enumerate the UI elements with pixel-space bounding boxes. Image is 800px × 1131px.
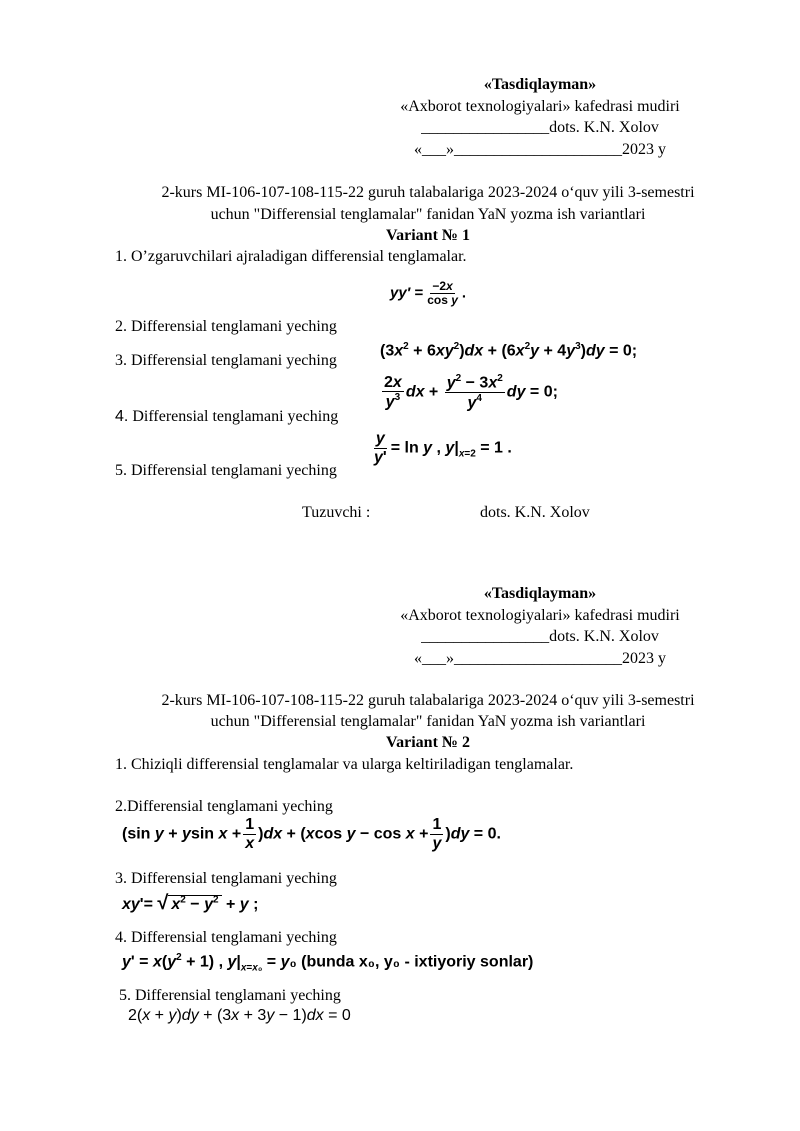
approval-header-1 — [380, 74, 700, 160]
composer-name: dots. K.N. Xolov — [480, 504, 590, 521]
task-4-label: Differensial tenglamani yeching — [128, 408, 339, 425]
variant-title: Variant № 1 — [386, 227, 470, 244]
intro-line-2: uchun "Differensial tenglamalar" fanidan YaN yozma ish variantlari — [210, 713, 646, 730]
approval-header-2 — [380, 583, 700, 669]
equation-4: $\frac{y}{y'}$ = ln y , $y|_{x=2} = 1$ . — [374, 430, 512, 466]
equation-7: $y' = x(y^2 + 1)$ , $y|_{x=x_0} = y_0$ (bunda x₀, y₀ - ixtiyoriy sonlar) — [122, 952, 534, 974]
intro-line-1: 2-kurs MI-106-107-108-115-22 guruh talabalariga 2023-2024 o‘quv yili 3-semestri — [161, 692, 695, 709]
equation-1: yy′ = $\frac{-2x}{\text{cos y}}$ . — [390, 279, 467, 308]
condition-note: (bunda x₀, y₀ - ixtiyoriy sonlar) — [301, 953, 534, 971]
variant-title: Variant № 2 — [386, 734, 470, 751]
equation-8: 2(x + y)dy + (3x + 3y − 1)dx = 0 — [128, 1007, 351, 1024]
task-5: 5. Differensial tenglamani yeching — [115, 462, 337, 479]
approve-title: «Tasdiqlayman» — [483, 76, 597, 93]
date-line: «___»_____________________2023 y — [414, 649, 666, 667]
intro-line-1: 2-kurs MI-106-107-108-115-22 guruh talabalariga 2023-2024 o‘quv yili 3-semestri — [161, 184, 695, 201]
task-4-number: 4. — [115, 408, 129, 425]
composer-label: Tuzuvchi : — [302, 504, 371, 521]
equation-6: xy'= √ $x^2 - y^2 + y$ ; — [122, 892, 259, 914]
task-3: 3. Differensial tenglamani yeching — [115, 352, 337, 369]
task-4: 4. Differensial tenglamani yeching — [115, 929, 337, 946]
task-2: 2. Differensial tenglamani yeching — [115, 318, 337, 335]
task-2: 2.Differensial tenglamani yeching — [115, 798, 333, 815]
task-1: 1. Chiziqli differensial tenglamalar va ularga keltiriladigan tenglamalar. — [115, 756, 574, 773]
equation-2: $(3x^2 + 6xy^2)dx + (6x^2y + 4y^3)dy = 0$; — [380, 341, 638, 360]
approve-title: «Tasdiqlayman» — [483, 585, 597, 602]
task-3: 3. Differensial tenglamani yeching — [115, 870, 337, 887]
equation-5: (sin y + ysin x + $\frac{1}{x}$ )dx + (xcos y − cos x + $\frac{1}{y}$ )dy = 0. — [122, 816, 501, 852]
date-line: «___»_____________________2023 y — [414, 140, 666, 158]
task-5: 5. Differensial tenglamani yeching — [119, 987, 341, 1004]
task-1: 1. O’zgaruvchilari ajraladigan differensial tenglamalar. — [115, 248, 467, 265]
task-4 — [115, 406, 338, 428]
signature-line: ________________dots. K.N. Xolov — [421, 628, 659, 646]
intro-line-2: uchun "Differensial tenglamalar" fanidan YaN yozma ish variantlari — [210, 206, 646, 223]
department-line: «Axborot texnologiyalari» kafedrasi mudiri — [400, 606, 680, 624]
equation-3: $\frac{2x}{y^3}$ dx + $\frac{y^2 - 3x^2}{y^4}$ dy = 0; — [384, 373, 558, 412]
department-line: «Axborot texnologiyalari» kafedrasi mudiri — [400, 97, 680, 115]
signature-line: ________________dots. K.N. Xolov — [421, 119, 659, 137]
